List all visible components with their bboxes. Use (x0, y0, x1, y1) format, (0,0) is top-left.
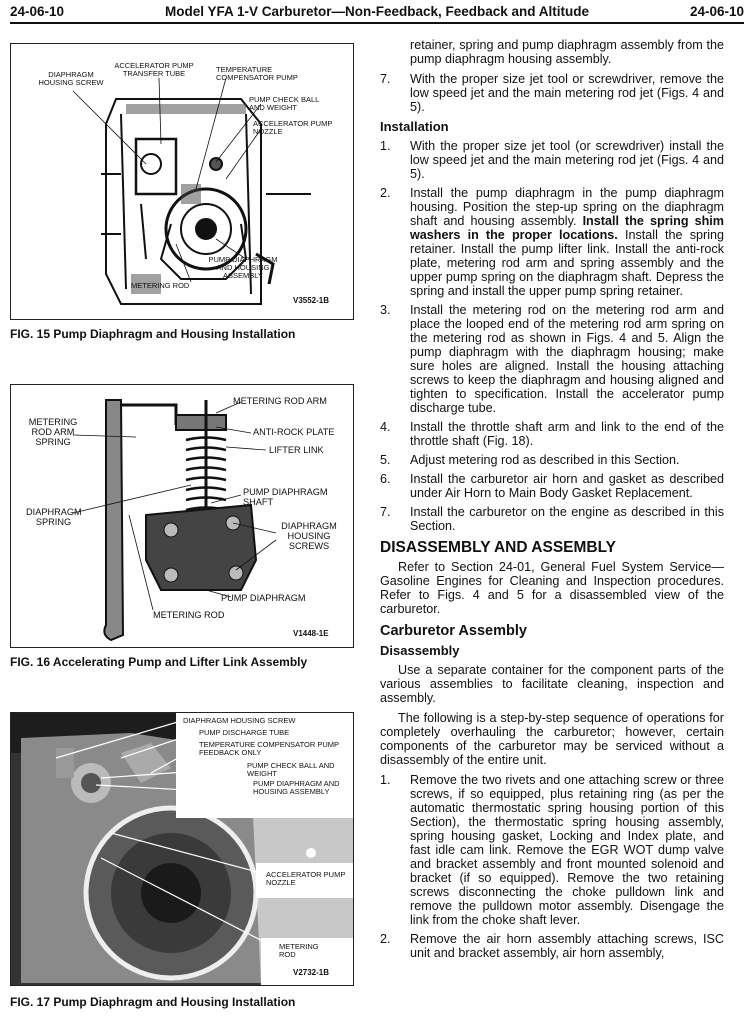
installation-heading: Installation (380, 119, 449, 134)
paragraph: The following is a step-by-step sequence of operations for completely overhauling the carburetor; however, certain components of the carburetor may be serviced without a disassembly of the entire unit. (380, 711, 724, 767)
list-item: 7. With the proper size jet tool or screwdriver, remove the low speed jet and the main metering rod jet (Figs. 4 and 5). (380, 72, 724, 114)
fig17-code: V2732-1B (293, 968, 330, 977)
fig16-label-plate: ANTI-ROCK PLATE (253, 427, 335, 437)
figure-15 (10, 43, 354, 320)
list-item: 7. Install the carburetor on the engine as described in this Section. (380, 505, 724, 533)
fig15-label-tube: ACCELERATOR PUMP TRANSFER TUBE (114, 61, 194, 78)
figure-16-caption: FIG. 16 Accelerating Pump and Lifter Link Assembly (10, 655, 308, 669)
fig16-label-spring: METERING ROD ARM SPRING (28, 417, 78, 447)
fig16-label-lifter: LIFTER LINK (269, 445, 324, 455)
fig17-label-temp: TEMPERATURE COMPENSATOR PUMP FEEDBACK ONLY (199, 740, 339, 757)
fig17-label-screw: DIAPHRAGM HOUSING SCREW (183, 716, 296, 725)
disassembly-assembly-heading: DISASSEMBLY AND ASSEMBLY (380, 539, 616, 556)
continued-paragraph: retainer, spring and pump diaphragm assembly from the pump diaphragm housing assembly. (410, 38, 724, 66)
fig16-label-dspring: DIAPHRAGM SPRING (26, 507, 82, 527)
list-item: 2. Install the pump diaphragm in the pump diaphragm housing. Position the step-up spring on the diaphragm shaft and housing assembly. Install the spring shim washers in the proper locations. Install the spring retainer. Install the pump lifter link. Install the anti-rock plate, metering rod arm and spring assembly and the upper pump spring on the diaphragm shaft. Depress the spring and install the upper pump spring retainer. (380, 186, 724, 298)
fig16-code: V1448-1E (293, 629, 329, 638)
paragraph: Refer to Section 24-01, General Fuel System Service—Gasoline Engines for Cleaning and Inspection procedures. Refer to Figs. 4 and 5 for a disassembled view of the carburetor. (380, 560, 724, 616)
figure-16 (10, 384, 354, 648)
fig17-label-rod: METERING ROD (279, 942, 319, 959)
page-header (10, 0, 744, 24)
fig15-code: V3552-1B (293, 296, 330, 305)
fig15-label-nozzle: ACCELERATOR PUMP NOZZLE (253, 119, 333, 136)
fig17-label-assembly: PUMP DIAPHRAGM AND HOUSING ASSEMBLY (253, 779, 340, 796)
figure-15-caption: FIG. 15 Pump Diaphragm and Housing Installation (10, 327, 296, 341)
list-item: 6. Install the carburetor air horn and gasket as described under Air Horn to Main Body Gasket Replacement. (380, 472, 724, 500)
fig15-label-assembly: PUMP DIAPHRAGM AND HOUSING ASSEMBLY (208, 255, 278, 280)
fig16-label-rod: METERING ROD (153, 610, 225, 620)
fig15-label-rod: METERING ROD (131, 281, 190, 290)
page-title: Model YFA 1-V Carburetor—Non-Feedback, Feedback and Altitude (164, 3, 590, 19)
fig16-label-arm: METERING ROD ARM (233, 396, 327, 406)
disassembly-heading: Disassembly (380, 643, 460, 658)
fig16-label-screws: DIAPHRAGM HOUSING SCREWS (281, 521, 337, 551)
page-number-left: 24-06-10 (10, 3, 65, 19)
fig16-label-pump: PUMP DIAPHRAGM (221, 593, 306, 603)
fig15-label-screw: DIAPHRAGM HOUSING SCREW (38, 70, 104, 87)
fig17-label-nozzle: ACCELERATOR PUMP NOZZLE (266, 870, 346, 887)
list-item: 1. Remove the two rivets and one attaching screw or three screws, if so equipped, plus retaining ring (as per the automatic thermostatic spring housing portion of this Section), the thermostatic spring housing assembly, spring housing gasket, Locking and Index plate, and fast idle cam link. Remove the EGR WOT dump valve and bracket assembly and front mounted solenoid and bracket (if so equipped). Remove the two retaining screws disconnecting the choke pulldown link and remove the pulldown motor assembly. Disengage the link from the choke shaft lever. (380, 773, 724, 927)
fig17-label-ball: PUMP CHECK BALL AND WEIGHT (247, 761, 335, 778)
fig15-label-temp: TEMPERATURE COMPENSATOR PUMP (216, 65, 298, 82)
list-item: 5. Adjust metering rod as described in this Section. (380, 453, 680, 467)
carburetor-assembly-heading: Carburetor Assembly (380, 623, 527, 639)
right-column-text (380, 38, 724, 965)
list-item: 2. Remove the air horn assembly attaching screws, ISC unit and bracket assembly, air horn assembly, (380, 932, 724, 960)
list-item: 1. With the proper size jet tool (or screwdriver) install the low speed jet and the main metering rod jet (Figs. 4 and 5). (380, 139, 724, 181)
figure-17-caption: FIG. 17 Pump Diaphragm and Housing Installation (10, 995, 296, 1009)
paragraph: Use a separate container for the component parts of the various assemblies to facilitate cleaning, inspection and assembly. (380, 663, 724, 705)
bold-instruction: Install the spring shim washers in the proper locations. (410, 214, 724, 242)
fig16-label-shaft: PUMP DIAPHRAGM SHAFT (243, 487, 328, 507)
fig17-label-tube: PUMP DISCHARGE TUBE (199, 728, 290, 737)
figure-17 (10, 712, 354, 986)
page-number-right: 24-06-10 (689, 3, 744, 19)
list-item: 3. Install the metering rod on the metering rod arm and place the looped end of the metering rod arm spring on the metering rod as shown in Figs. 4 and 5. Align the pump diaphragm with the diaphragm housing; make sure holes are aligned. Install the housing attaching screws to keep the diaphragm and housing aligned and tighten to specification. Install the accelerator pump discharge tube. (380, 303, 724, 415)
fig15-label-ball: PUMP CHECK BALL AND WEIGHT (249, 95, 320, 112)
list-item: 4. Install the throttle shaft arm and link to the end of the throttle shaft (Fig. 18). (380, 420, 724, 448)
